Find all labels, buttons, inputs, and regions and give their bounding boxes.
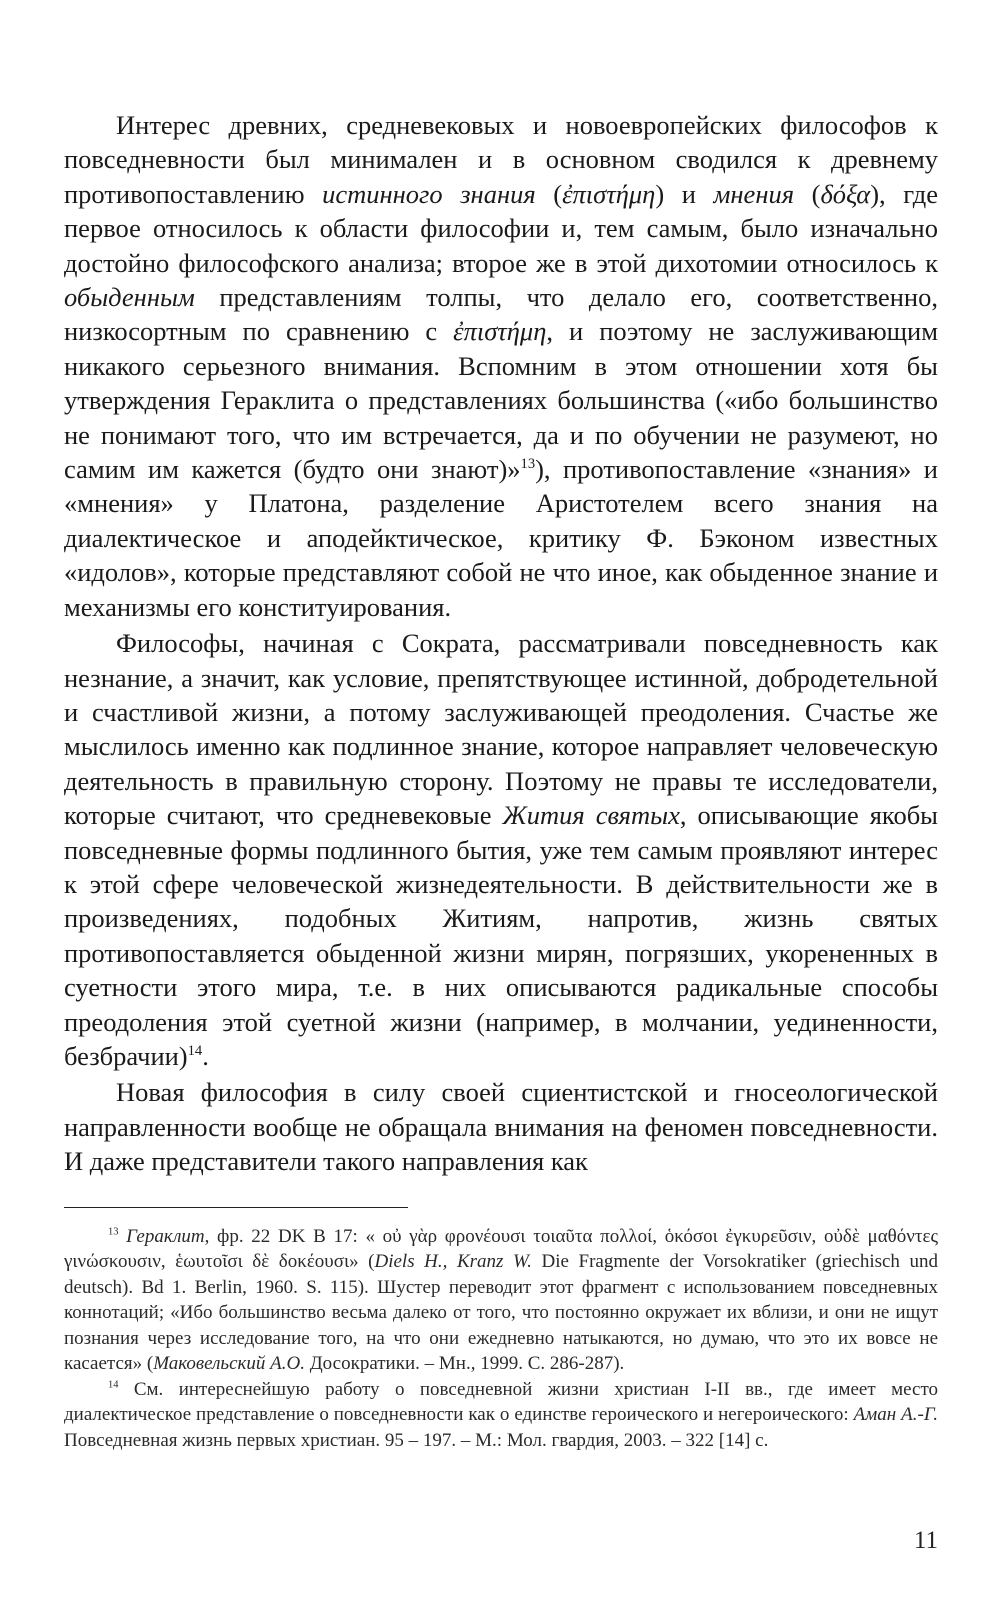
italic-term: истинного знания: [322, 178, 536, 209]
italic-author: Маковельский А.О.: [153, 1353, 305, 1375]
italic-author: Аман А.-Г.: [853, 1404, 938, 1426]
footnote-ref-13[interactable]: 13: [520, 456, 536, 473]
italic-term: мнения: [713, 178, 795, 209]
footnote-marker: 13: [108, 1226, 119, 1238]
text-run: Философы, начиная с Сократа, рассматривали повседневность как незнание, а значит, как условие, препятствующее истинной, добродетельной и счастливой жизни, а потому заслуживающей преодоления. Счастье же мыслилось именно как подлинное знание, которое направляет человеческую деятельность в правильную сторону. Поэтому не правы те исследователи, которые считают, что средневековые: [64, 628, 938, 831]
text-run: (: [794, 178, 821, 209]
greek-term: ἐπιστήμη: [562, 178, 656, 209]
greek-term: ἐπιστήμη: [453, 316, 547, 347]
text-run: ), противопоставление «знания» и «мнения» у Платона, разделение Аристотелем всего знания на диалектическое и аподейктическое, критику Ф. Бэконом известных «идолов», которые представляют собой не что иное, как обыденное знание и механизмы его конституирования.: [64, 454, 938, 622]
text-run: Die Fragmente der Vorsokratiker (griechisch und deutsch). Bd 1. Berlin, 1960. S. 115). Шустер переводит этот фрагмент с использованием повседневных коннотаций; «Ибо большинство весьма далеко от того, что постоянно окружает их вблизи, и они не ищут познания через исследование того, на что они ежедневно натыкаются, но думаю, что это их вовсе не касается» (: [64, 1251, 939, 1375]
body-paragraph-2: [64, 626, 938, 1073]
footnote-marker: 14: [108, 1379, 119, 1391]
text-run: Повседневная жизнь первых христиан. 95 – 197. – М.: Мол. гвардия, 2003. – 322 [14] с.: [64, 1429, 769, 1451]
footnote-14: [64, 1377, 938, 1454]
italic-author: Гераклит: [126, 1225, 205, 1247]
text-run: , описывающие якобы повседневные формы подлинного бытия, уже тем самым проявляют интерес к этой сфере человеческой жизнедеятельности. В действительности же в произведениях, подобных Житиям, напротив, жизнь святых противопоставляется обыденной жизни мирян, погрязших, укорененных в суетности этого мира, т.е. в них описываются радикальные способы преодоления этой суетной жизни (например, в молчании, уединенности, безбрачии): [64, 800, 938, 1071]
greek-term: δόξα: [820, 178, 871, 209]
text-run: Интерес древних, средневековых и новоевропейских философов к повседневности был минимален и в основном сводился к древнему противопоставлению: [64, 110, 938, 209]
text-run: ), где первое относилось к области философии и, тем самым, было изначально достойно философского анализа; второе же в этой дихотомии относилось к: [64, 178, 939, 278]
text-run: См. интереснейшую работу о повседневной жизни христиан I-II вв., где имеет место диалектическое представление о повседневности как о единстве героического и негероического:: [64, 1378, 938, 1426]
footnote-separator: [64, 1207, 408, 1208]
body-paragraph-1: [64, 108, 938, 624]
footnote-13: [64, 1224, 938, 1377]
italic-title: Жития святых: [502, 800, 680, 831]
text-run: ) и: [655, 178, 714, 209]
text-run: , фр. 22 DK B 17: « οὐ γὰρ φρονέουσι τοιαῦτα πολλοί, ὁκόσοι ἐγκυρεῦσιν, οὐδὲ μαθόντες γινώσκουσιν, ἑωυτοῖσι δὲ δοκέουσι» (: [64, 1225, 939, 1273]
text-run: представлениям толпы, что делало его, соответственно, низкосортным по сравнению с: [64, 282, 938, 347]
page-number: 11: [913, 1527, 938, 1554]
page: [64, 108, 938, 1453]
text-run: .: [202, 1040, 209, 1071]
italic-term: обыденным: [64, 282, 195, 313]
text-run: (: [535, 178, 563, 209]
body-paragraph-3: Новая философия в силу своей сциентистской и гносеологической направленности вообще не обращала внимания на феномен повседневности. И даже представители такого направления как: [64, 1077, 938, 1177]
text-run: Досократики. – Мн., 1999. С. 286-287).: [304, 1353, 625, 1375]
italic-author: Diels H., Kranz W.: [374, 1251, 532, 1273]
footnote-ref-14[interactable]: 14: [187, 1043, 203, 1060]
text-run: , и поэтому не заслуживающим никакого серьезного внимания. Вспомним в этом отношении хотя бы утверждения Гераклита о представлениях большинства («ибо большинство не понимают того, что им встречается, да и по обучении не разумеют, но самим им кажется (будто они знают)»: [64, 316, 938, 485]
text-run: [118, 1226, 126, 1247]
